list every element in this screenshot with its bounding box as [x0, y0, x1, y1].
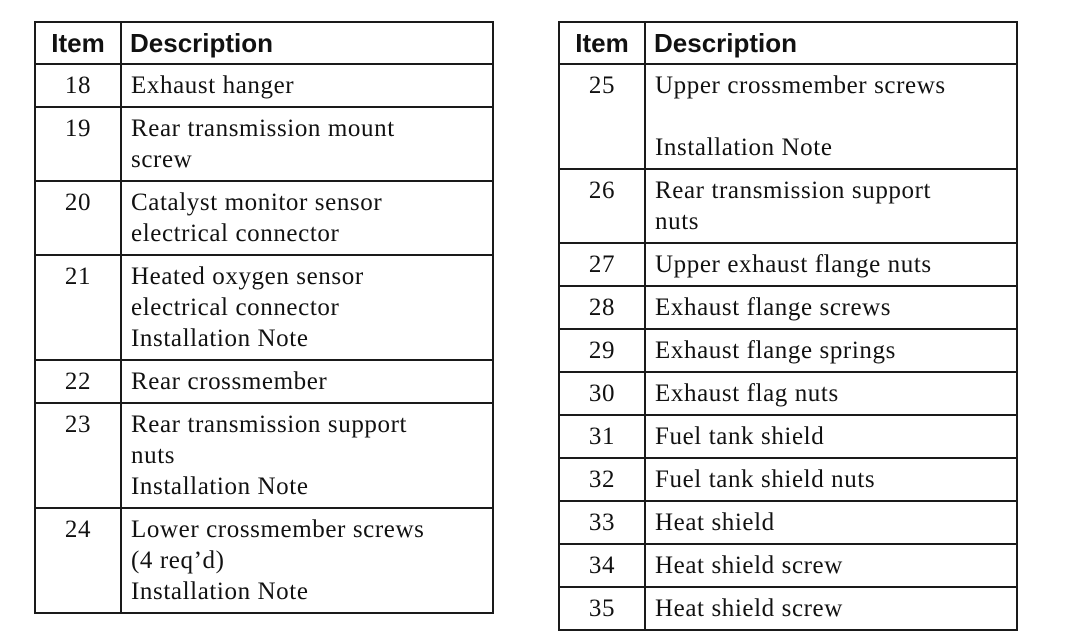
item-description: Rear transmission support nuts Installation Note — [121, 403, 493, 508]
item-number: 28 — [559, 286, 645, 329]
table-row — [559, 415, 1017, 458]
item-description: Catalyst monitor sensor electrical connector — [121, 181, 493, 255]
table-row — [559, 243, 1017, 286]
item-description: Lower crossmember screws (4 req’d) Installation Note — [121, 508, 493, 613]
item-description: Exhaust flange springs — [645, 329, 1017, 372]
item-number: 26 — [559, 169, 645, 243]
item-description: Fuel tank shield — [645, 415, 1017, 458]
item-description: Heat shield screw — [645, 587, 1017, 630]
table-row — [35, 255, 493, 360]
item-description: Fuel tank shield nuts — [645, 458, 1017, 501]
item-description: Rear transmission mount screw — [121, 107, 493, 181]
item-description: Rear crossmember — [121, 360, 493, 403]
item-number: 18 — [35, 64, 121, 107]
item-description: Exhaust flag nuts — [645, 372, 1017, 415]
table-row — [35, 508, 493, 613]
table-header-row — [559, 22, 1017, 64]
item-description: Heated oxygen sensor electrical connector Installation Note — [121, 255, 493, 360]
item-description: Heat shield screw — [645, 544, 1017, 587]
item-number: 27 — [559, 243, 645, 286]
item-number: 24 — [35, 508, 121, 613]
table-row — [35, 181, 493, 255]
parts-table-left — [34, 21, 494, 614]
item-description: Exhaust flange screws — [645, 286, 1017, 329]
item-column-header: Item — [35, 22, 121, 64]
item-description: Exhaust hanger — [121, 64, 493, 107]
parts-table-right — [558, 21, 1018, 631]
item-number: 33 — [559, 501, 645, 544]
table-row — [559, 458, 1017, 501]
item-description: Heat shield — [645, 501, 1017, 544]
table-row — [559, 372, 1017, 415]
table-row — [35, 403, 493, 508]
description-column-header: Description — [645, 22, 1017, 64]
item-number: 35 — [559, 587, 645, 630]
table-row — [559, 501, 1017, 544]
table-row — [35, 64, 493, 107]
item-description: Upper exhaust flange nuts — [645, 243, 1017, 286]
table-row — [559, 169, 1017, 243]
table-header-row — [35, 22, 493, 64]
item-column-header: Item — [559, 22, 645, 64]
item-number: 30 — [559, 372, 645, 415]
table-row — [559, 587, 1017, 630]
table-row — [559, 286, 1017, 329]
item-number: 25 — [559, 64, 645, 169]
table-row — [35, 107, 493, 181]
description-column-header: Description — [121, 22, 493, 64]
item-number: 29 — [559, 329, 645, 372]
table-row — [559, 64, 1017, 169]
item-number: 31 — [559, 415, 645, 458]
table-row — [559, 329, 1017, 372]
item-description: Rear transmission support nuts — [645, 169, 1017, 243]
item-number: 23 — [35, 403, 121, 508]
item-number: 20 — [35, 181, 121, 255]
item-number: 19 — [35, 107, 121, 181]
item-number: 34 — [559, 544, 645, 587]
table-row — [559, 544, 1017, 587]
item-number: 21 — [35, 255, 121, 360]
table-row — [35, 360, 493, 403]
item-number: 22 — [35, 360, 121, 403]
item-description: Upper crossmember screws Installation Note — [645, 64, 1017, 169]
item-number: 32 — [559, 458, 645, 501]
